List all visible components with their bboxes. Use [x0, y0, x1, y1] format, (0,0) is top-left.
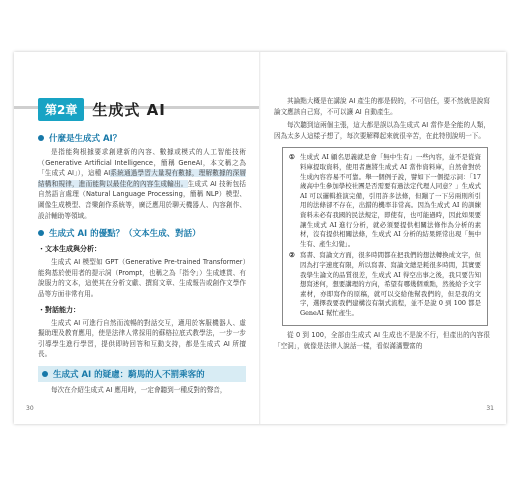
subheading-dialogue: ・對話能力： [38, 305, 80, 314]
bullet-dot-icon [42, 371, 48, 377]
subheading-text-generation: ・文本生成與分析： [38, 245, 101, 254]
section-title: 生成式 AI 的優點？（文本生成、對話） [49, 229, 201, 240]
item-text: 寫書、寫論文方面，很多時間都在把我們的想法轉換成文字，但因為打字速度有限，所以寫書、寫論文總是耗很多時間，其實要我學生論文的品質很差，生成式 AI 得空出事之後，我只要告知想寫述何，想要講理的方向，希望有哪幾個重點，然後給予文字素材，亦即寫作的原稿，就可以交給他幫我們的，但是我的文字，選擇我要我們建構沒有制式流程，並不是說 0 到 100 都是 GeneAI 幫忙產生。 [300, 251, 481, 317]
paragraph-text: 是指能夠根據要求創建新的內容、數據或模式的人工智能技術（Generative Artificial Intelligence，簡稱 GeneAI，本文稱之為「生成式 AI」），這種 AI [38, 148, 246, 178]
highlighted-text: 系統通過學習大量現有數據，理解數據的深層結構和規律，進而能夠以最佳化的內容生成輸出。 [38, 169, 246, 188]
list-item [289, 153, 481, 249]
page-number-right: 31 [486, 405, 494, 412]
chapter-heading [38, 92, 246, 126]
section-title: 什麼是生成式 AI？ [49, 134, 122, 144]
paragraph-text-generation: 生成式 AI 模型如 GPT（Generative Pre-trained Transformer）能夠基於使用者的提示詞（Prompt，也稱之為「指令」）生成連貫、有說服力的文本，這使其在分析文獻、撰寫文章、生成報告或創作文學作品等方面非常有用。 [38, 258, 246, 298]
list-item [289, 251, 481, 318]
chapter-title: 生成式 AI [92, 100, 166, 119]
section-heading-advantages [38, 227, 246, 239]
section-title: 生成式 AI 的疑慮：騎馬的人不罰乘客的 [53, 369, 205, 380]
chapter-badge: 第2章 [38, 98, 84, 121]
paragraph-conclusion: 從 0 到 100，全部由生成式 AI 生成也不是說不行，但產出的內容很「空洞」，就像是法律人說話一樣，看似滿滿豐富的 [274, 331, 490, 351]
bullet-dot-icon [38, 135, 44, 141]
item-number: ② [289, 251, 295, 260]
left-page [14, 52, 260, 424]
paragraph-concerns: 每次在介紹生成式 AI 應用時，一定會聽到一種反對的聲音， [51, 385, 227, 394]
paragraph-objection: 其論點大概是在講說 AI 產生的都是假的，不可信任，要不然就是說寫論文應該自己寫，不可以讓 AI 自動產生。 [274, 97, 490, 116]
item-text: 生成式 AI 顧名思義就是會「無中生有」一些內容，並不是從資料庫提取資料，使用者應將生成式 AI 當作資料庫，自然會對於生成內容容易不可靠。舉一個例子說，譬如下一個提示詞：「17 歲高中生參加學校社團是否需要有過法定代理人同意？」生成式 AI 可以邏輯推演完備，引用許多法條，但蹦了一下另兩則所引用的法條卻不存在，出錯的機率非常高。因為生成式 AI 的訓練資料未必有我國的民法規定，即使有，也可能過時，因此如果要讓生成式 AI 進行分析，就必須要提供相關法條作為分析的素材，沒有提供相關法條，生成式 AI 分析的結果經常出現「無中生有、產生幻覺」。 [300, 153, 481, 248]
item-number: ① [289, 153, 295, 162]
paragraph-definition [38, 147, 246, 221]
section-heading-what-is [38, 132, 246, 144]
paragraph-text: 生成式 AI 技術包括自然語言處理（Natural Language Processing，簡稱 NLP）模型、圖像生成模型、音樂創作系統等，廣泛應用於聊天機器人、內容創作、設計輔助等領域。 [38, 179, 246, 220]
numbered-points-box [282, 147, 488, 326]
section-heading-concerns [38, 366, 246, 382]
right-page [260, 52, 506, 424]
paragraph-dialogue: 生成式 AI 可進行自然而流暢的對話交互，適用於客服機器人、虛擬助理及教育應用，使是法律人常採用的蘇格拉底式教學法，一步一步引導學生進行學習，提供即時回答和互動支持，都是生成式 AI 所擅長。 [38, 318, 246, 359]
page-number-left: 30 [26, 405, 34, 412]
bullet-dot-icon [38, 230, 44, 236]
paragraph-explanation: 每次聽到這兩個主張，這大都是誤以為生成式 AI 當作是全能的人類，因為太多人這樣子想了，每次要解釋起來就很辛苦，在此特別說明一下。 [274, 121, 490, 140]
book-spread [14, 52, 506, 424]
